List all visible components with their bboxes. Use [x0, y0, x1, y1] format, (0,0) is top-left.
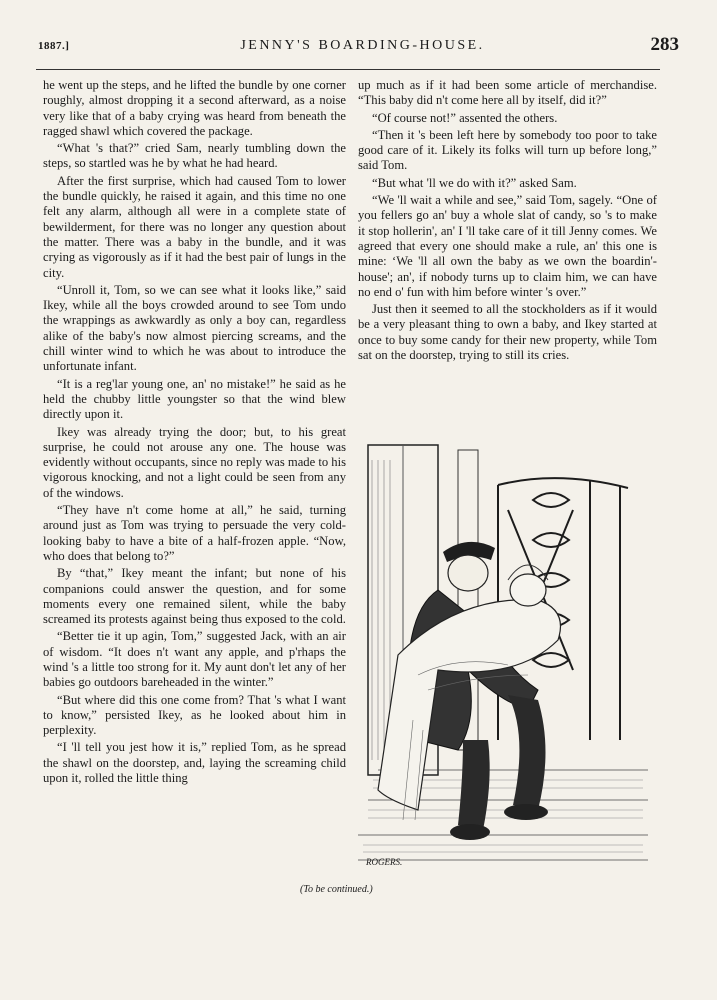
- paragraph: Just then it seemed to all the stockholders as if it would be a very pleasant thing to own a baby, and Ikey started at once to buy some candy for their new property, while Tom sat on the doorstep, trying to still its cries.: [358, 302, 657, 363]
- paragraph: “Unroll it, Tom, so we can see what it looks like,” said Ikey, while all the boys crowded around to see Tom undo the wrappings as awkwardly as only a boy can, regardless alike of the baby's now almost piercing screams, and the chill winter wind to which he was about to introduce the unfortunate infant.: [43, 282, 346, 374]
- illustration-boy-with-baby: [358, 440, 656, 876]
- page-number: 283: [650, 34, 679, 55]
- paragraph: By “that,” Ikey meant the infant; but none of his companions could answer the question, and for some moments every one remained silent, while the baby screamed its protests against being thus exposed to the cold.: [43, 566, 346, 627]
- paragraph: Ikey was already trying the door; but, to his great surprise, he could not arouse any one. The house was evidently without occupants, since no reply was made to his vigorous knocking, and not a light could be seen from any of the windows.: [43, 424, 346, 500]
- paragraph: “Better tie it up agin, Tom,” suggested Jack, with an air of wisdom. “It does n't want any apple, and p'rhaps the wind 's a little too strong for it. My aunt don't let any of her babies go outdoors bareheaded in the winter.”: [43, 629, 346, 690]
- header-title: JENNY'S BOARDING-HOUSE.: [240, 38, 485, 53]
- paragraph: up much as if it had been some article of merchandise. “This baby did n't come here all by itself, did it?”: [358, 78, 657, 108]
- paragraph: “I 'll tell you jest how it is,” replied Tom, as he spread the shawl on the doorstep, and, laying the screaming child upon it, rolled the little thing: [43, 740, 346, 786]
- header-rule: [36, 69, 660, 70]
- paragraph: “Then it 's been left here by somebody too poor to take good care of it. Likely its folks will turn up before long,” said Tom.: [358, 127, 657, 173]
- paragraph: After the first surprise, which had caused Tom to lower the bundle quickly, he raised it again, and this time no one felt any alarm, although all were in a complete state of bewilderment, for there was no longer any question about the matter. There was a baby in the bundle, and it was crying as vigorously as if it had the best pair of lungs in the city.: [43, 173, 346, 280]
- paragraph: he went up the steps, and he lifted the bundle by one corner roughly, almost dropping it a second afterward, as a noise very like that of a baby crying was heard from beneath the ragged shawl which covered the package.: [43, 78, 346, 138]
- left-column: [43, 78, 346, 786]
- paragraph: “But what 'll we do with it?” asked Sam.: [372, 175, 577, 190]
- illustration-signature: ROGERS.: [366, 857, 403, 867]
- header-year: 1887.]: [38, 40, 70, 52]
- paragraph: “They have n't come home at all,” he said, turning around just as Tom was trying to persuade the very cold-looking baby to have a bite of a half-frozen apple. “Now, who does that belong to?”: [43, 503, 346, 563]
- continued-note: (To be continued.): [300, 884, 373, 895]
- paragraph: “But where did this one come from? That 's what I want to know,” persisted Ikey, as he looked about him in perplexity.: [43, 692, 346, 738]
- paragraph: “We 'll wait a while and see,” said Tom, sagely. “One of you fellers go an' buy a whole slat of candy, so 's to make it stop hollerin', an' I 'll take care of it till Jenny comes. We agreed that every one should make a rule, an' this one is mine: ‘We 'll all own the baby as we own the boardin'-house'; an', if nobody turns up to claim him, we can have no end o' fun with him before winter 's over.”: [358, 193, 657, 299]
- running-header: [38, 36, 687, 58]
- paragraph: “Of course not!” assented the others.: [372, 110, 558, 125]
- right-column: [358, 78, 657, 363]
- paragraph: “It is a reg'lar young one, an' no mistake!” he said as he held the chubby little youngster so that the wind blew directly upon it.: [43, 376, 346, 422]
- paragraph: “What 's that?” cried Sam, nearly tumbling down the steps, so startled was he by what he had heard.: [43, 141, 346, 171]
